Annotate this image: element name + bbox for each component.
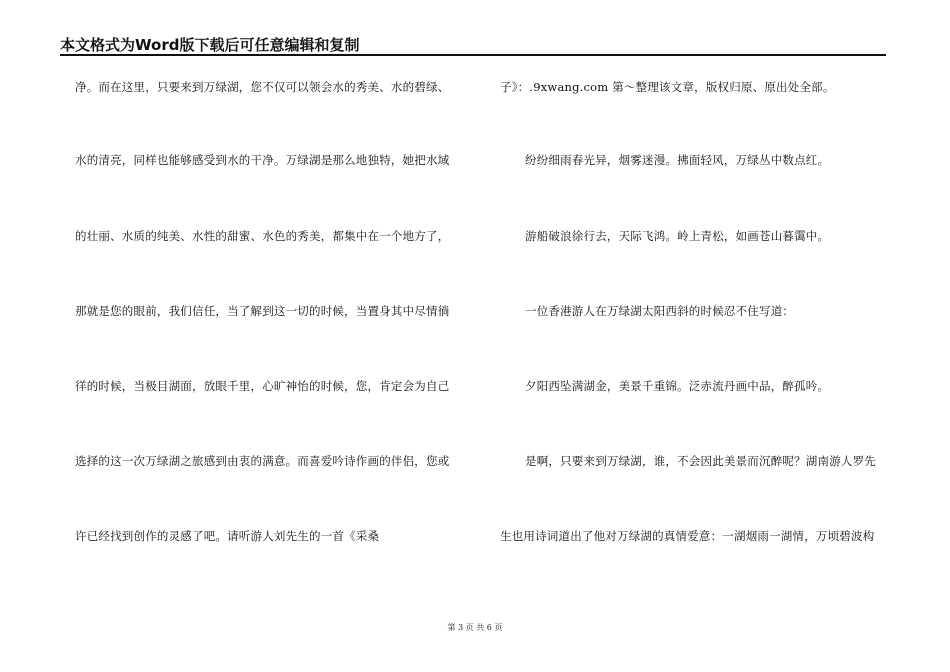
left-line-4: 那就是您的眼前，我们信任，当了解到这一切的时候，当置身其中尽情徜	[75, 304, 450, 318]
right-line-7: 生也用诗词道出了他对万绿湖的真情爱意：一湖烟雨一湖情，万顷碧波构	[500, 529, 875, 543]
right-line-2: 纷纷细雨春光异，烟雾迷漫。拂面轻风，万绿丛中数点红。	[525, 153, 830, 167]
left-line-7: 许已经找到创作的灵感了吧。请听游人刘先生的一首《采桑	[75, 529, 380, 543]
right-line-4: 一位香港游人在万绿湖太阳西斜的时候忍不住写道：	[525, 304, 795, 318]
header-rule	[60, 54, 886, 56]
left-line-6: 选择的这一次万绿湖之旅感到由衷的满意。而喜爱吟诗作画的伴侣，您或	[75, 454, 450, 468]
page-header-title: 本文格式为Word版下载后可任意编辑和复制	[60, 36, 360, 54]
left-line-1: 净。而在这里，只要来到万绿湖，您不仅可以领会水的秀美、水的碧绿、	[75, 80, 450, 94]
left-line-5: 徉的时候，当极目湖面，放眼千里，心旷神怡的时候，您，肯定会为自己	[75, 379, 450, 393]
right-line-3: 游船破浪徐行去，天际飞鸿。岭上青松，如画苍山暮霭中。	[525, 229, 830, 243]
left-line-3: 的壮丽、水质的纯美、水性的甜蜜、水色的秀美，都集中在一个地方了，	[75, 229, 450, 243]
right-line-5: 夕阳西坠满湖金，美景千重锦。泛赤流丹画中品，醉孤吟。	[525, 379, 830, 393]
page-number-footer: 第 3 页 共 6 页	[447, 623, 503, 632]
left-line-2: 水的清亮，同样也能够感受到水的干净。万绿湖是那么地独特，她把水域	[75, 153, 450, 167]
right-line-6: 是啊，只要来到万绿湖，谁，不会因此美景而沉醉呢？湖南游人罗先	[525, 454, 876, 468]
right-line-1: 子》：.9xwang.com 第～整理该文章，版权归原、原出处全部。	[500, 80, 835, 94]
